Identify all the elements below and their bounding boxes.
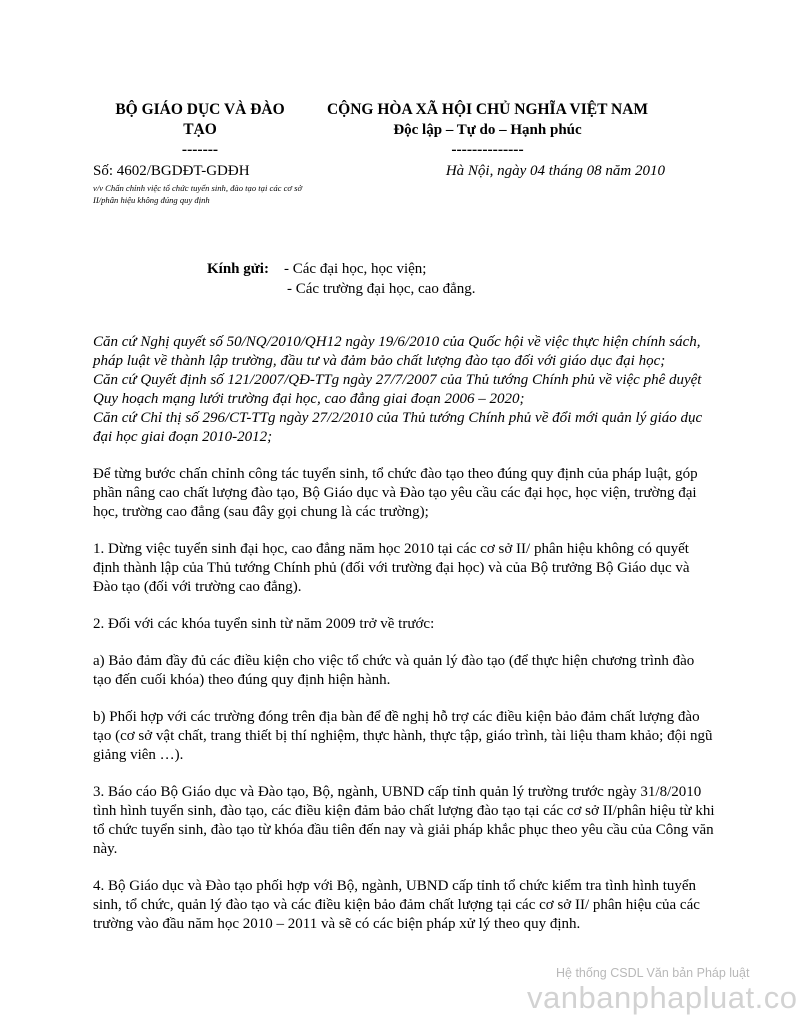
- body-paragraph: 4. Bộ Giáo dục và Đào tạo phối hợp với Bộ, ngành, UBND cấp tỉnh tổ chức kiểm tra tình hình tuyển sinh, tổ chức, quản lý đào tạo và các điều kiện bảo đảm chất lượng tại các cơ sở II/ phân hiệu của các trường vào đầu năm học 2010 – 2011 và sẽ có các biện pháp xử lý theo quy định.: [93, 878, 700, 932]
- body-paragraph: 1. Dừng việc tuyển sinh đại học, cao đẳng năm học 2010 tại các cơ sở II/ phân hiệu không có quyết định thành lập của Thủ tướng Chính phủ (đối với trường đại học) và của Bộ trưởng Bộ Giáo dục và Đào tạo (đối với trường cao đẳng).: [93, 541, 690, 595]
- recipient-item: - Các trường đại học, cao đẳng.: [287, 281, 476, 297]
- body-paragraph: b) Phối hợp với các trường đóng trên địa bàn để đề nghị hỗ trợ các điều kiện bảo đảm chất lượng đào tạo (cơ sở vật chất, trang thiết bị thí nghiệm, thực hành, thực tập, giáo trình, tài liệu tham khảo; đội ngũ giảng viên …).: [93, 709, 713, 763]
- document-subject: v/v Chấn chỉnh việc tổ chức tuyển sinh, đào tạo tại các cơ sở II/phân hiệu không đúng quy định: [93, 183, 303, 205]
- country-name: CỘNG HÒA XÃ HỘI CHỦ NGHĨA VIỆT NAM: [326, 101, 649, 118]
- ministry-header: [100, 100, 300, 160]
- ministry-name: BỘ GIÁO DỤC VÀ ĐÀO TẠO: [115, 101, 285, 138]
- document-body: [93, 333, 715, 934]
- legal-basis-item: Căn cứ Nghị quyết số 50/NQ/2010/QH12 ngày 19/6/2010 của Quốc hội về việc thực hiện chính sách, pháp luật về thành lập trường, đầu tư và đảm bảo chất lượng đào tạo đối với giáo dục đại học;: [93, 334, 701, 369]
- national-motto: Độc lập – Tự do – Hạnh phúc: [393, 122, 582, 138]
- body-paragraph: a) Bảo đảm đầy đủ các điều kiện cho việc tổ chức và quản lý đào tạo (để thực hiện chương trình đào tạo đến cuối khóa) theo đúng quy định hiện hành.: [93, 653, 695, 688]
- place-date: Hà Nội, ngày 04 tháng 08 năm 2010: [445, 163, 665, 179]
- body-paragraph: 3. Báo cáo Bộ Giáo dục và Đào tạo, Bộ, ngành, UBND cấp tỉnh quản lý trường trước ngày 31/8/2010 tình hình tuyển sinh, đào tạo, các điều kiện đảm bảo chất lượng đào tạo tại các cơ sở II/phân hiệu từ khi tổ chức tuyển sinh, đào tạo từ khóa đầu tiên đến nay và giải pháp khắc phục theo yêu cầu của Công văn này.: [93, 784, 715, 857]
- watermark-site: vanbanphapluat.co: [527, 980, 798, 1015]
- body-paragraph: 2. Đối với các khóa tuyển sinh từ năm 2009 trở về trước:: [93, 616, 435, 632]
- motto-rule: --------------: [451, 141, 524, 158]
- recipients-block: [207, 259, 476, 299]
- legal-basis-item: Căn cứ Chỉ thị số 296/CT-TTg ngày 27/2/2010 của Thủ tướng Chính phủ về đổi mới quản lý giáo dục đại học giai đoạn 2010-2012;: [93, 410, 703, 445]
- recipients-label: Kính gửi:: [207, 261, 269, 277]
- legal-basis-item: Căn cứ Quyết định số 121/2007/QĐ-TTg ngày 27/7/2007 của Thủ tướng Chính phủ về việc phê duyệt Quy hoạch mạng lưới trường đại học, cao đẳng giai đoạn 2006 – 2020;: [93, 372, 702, 407]
- document-number: Số: 4602/BGDĐT-GDĐH: [93, 163, 250, 179]
- body-paragraph: Để từng bước chấn chỉnh công tác tuyển sinh, tổ chức đào tạo theo đúng quy định của pháp luật, góp phần nâng cao chất lượng đào tạo, Bộ Giáo dục và Đào tạo yêu cầu các đại học, học viện, trường đại học, trường cao đẳng (sau đây gọi chung là các trường);: [93, 466, 698, 520]
- ministry-rule: -------: [181, 141, 219, 158]
- national-header: [310, 100, 665, 160]
- recipient-item: - Các đại học, học viện;: [284, 261, 427, 277]
- watermark-caption: Hệ thống CSDL Văn bản Pháp luật: [556, 966, 750, 980]
